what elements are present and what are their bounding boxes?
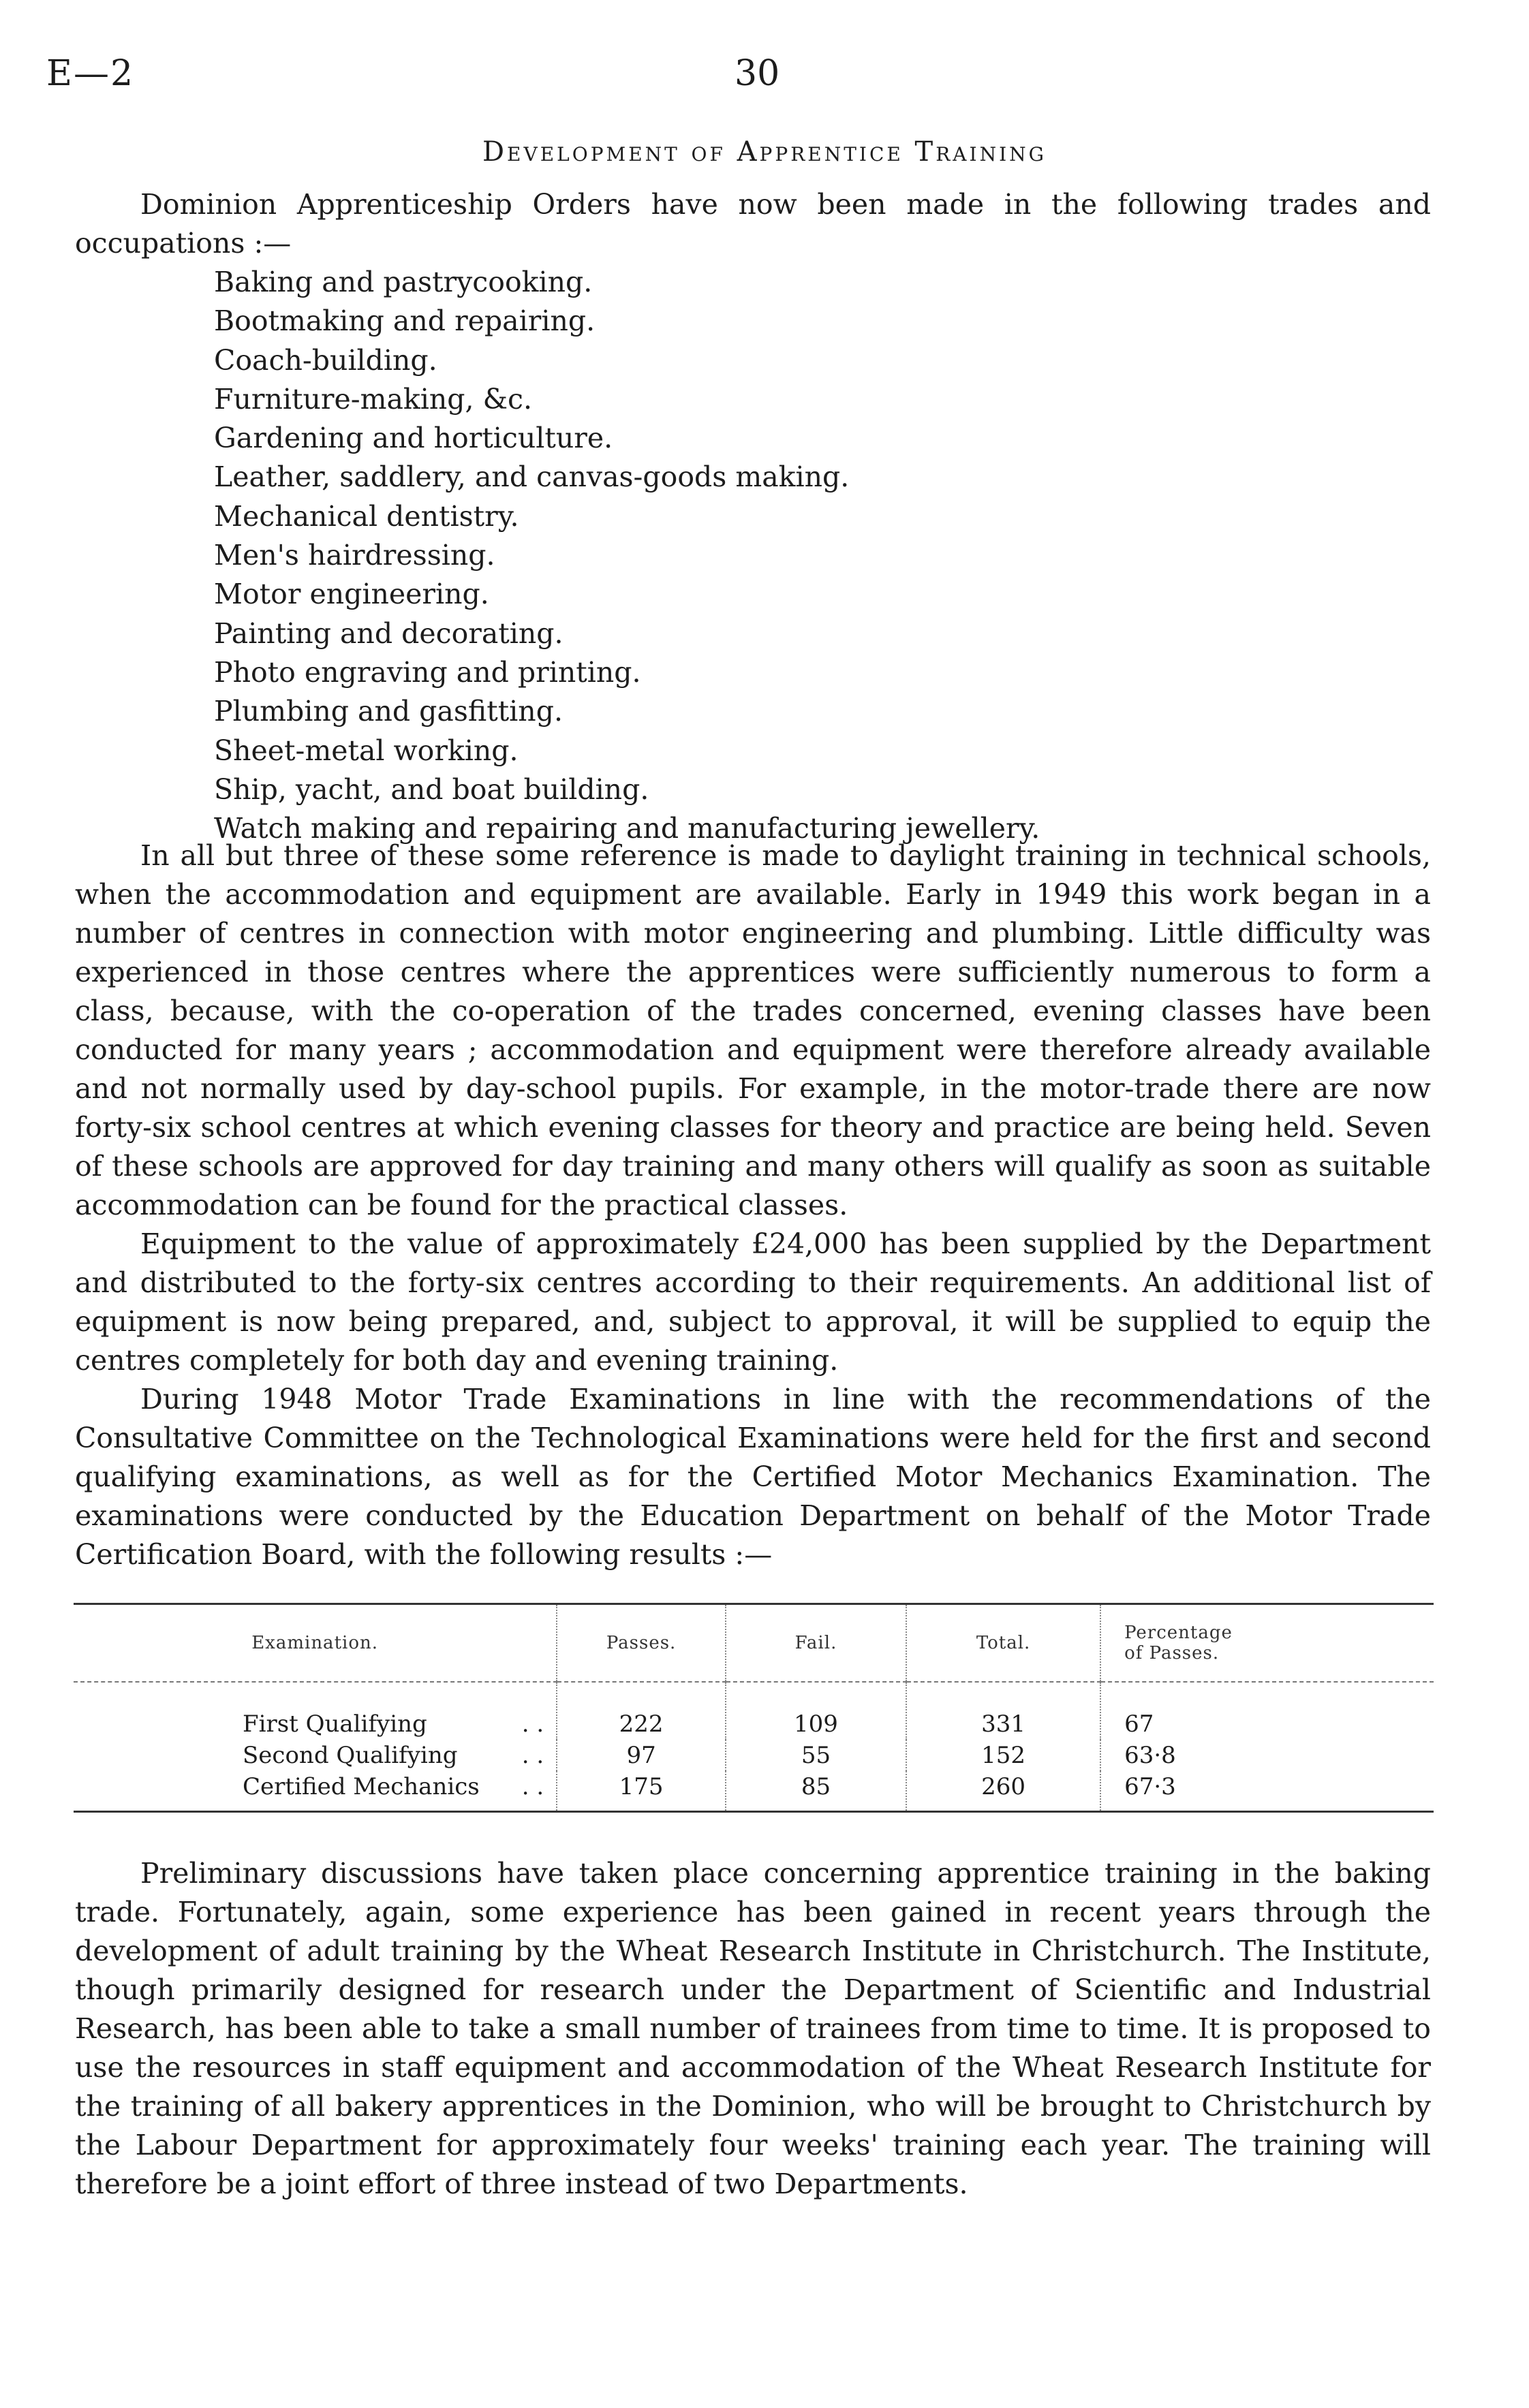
trade-item: Watch making and repairing and manufacturing jewellery.	[214, 812, 1040, 845]
trade-item: Ship, yacht, and boat building.	[214, 772, 649, 806]
header-percentage-line1: Percentage	[1124, 1623, 1233, 1643]
page-number: 30	[735, 53, 780, 94]
trade-item: Mechanical dentistry.	[214, 499, 519, 533]
row-total: 331	[906, 1682, 1100, 1740]
header-fail: Fail.	[726, 1605, 906, 1682]
row-examination	[74, 1771, 557, 1811]
row-examination-name: Certified Mechanics	[243, 1773, 480, 1800]
section-title: Development of Apprentice Training	[482, 136, 1047, 168]
row-total: 260	[906, 1771, 1100, 1811]
row-passes: 222	[557, 1682, 726, 1740]
paragraph-daylight-training: In all but three of these some reference is made to daylight training in technical schools, when the accommodation and equipment are available. Early in 1949 this work began in a number of centres in connection with motor engineering and plumbing. Little difficulty was experienced in those centres where the apprentices were sufficiently numerous to form a class, because, with the co-operation of the trades concerned, evening classes have been conducted for many years ; accommodation and equipment were therefore already available and not normally used by day-school pupils. For example, in the motor-trade there are now forty-six school centres at which evening classes for theory and practice are being held. Seven of these schools are approved for day training and many others will qualify as soon as suitable accommodation can be found for the practical classes.	[75, 839, 1431, 1221]
header-passes: Passes.	[557, 1605, 726, 1682]
row-examination-name: First Qualifying	[243, 1710, 427, 1738]
trade-item: Baking and pastrycooking.	[214, 266, 593, 298]
closing-paragraph-block	[75, 1854, 1431, 2204]
trade-item: Photo engraving and printing.	[214, 655, 641, 689]
table-row	[74, 1682, 1434, 1740]
trade-item: Plumbing and gasfitting.	[214, 695, 563, 728]
intro-paragraph	[75, 185, 1431, 263]
row-examination	[74, 1740, 557, 1771]
row-examination	[74, 1682, 557, 1740]
trade-item: Painting and decorating.	[214, 616, 563, 650]
table-header-row	[74, 1605, 1434, 1682]
paragraph-examinations: During 1948 Motor Trade Examinations in line with the recommendations of the Consultative Committee on the Technological Examinations were held for the first and second qualifying examinations, as well as for the Certified Motor Mechanics Examination. The examinations were conducted by the Education Department on behalf of the Motor Trade Certification Board, with the following results :—	[75, 1383, 1431, 1571]
body-paragraphs	[75, 836, 1431, 1574]
trade-item: Leather, saddlery, and canvas-goods making.	[214, 460, 850, 494]
header-examination: Examination.	[74, 1605, 557, 1682]
trade-item: Motor engineering.	[214, 578, 489, 611]
trade-item: Sheet-metal working.	[214, 734, 519, 767]
results-table-block	[74, 1603, 1434, 1813]
intro-text: Dominion Apprenticeship Orders have now been made in the following trades and occupations :—	[75, 188, 1431, 260]
row-leader: . .	[521, 1773, 544, 1800]
header-percentage-line2: of Passes.	[1124, 1643, 1220, 1663]
header-total: Total.	[906, 1605, 1100, 1682]
table-row	[74, 1771, 1434, 1811]
trade-item: Furniture-making, &c.	[214, 382, 533, 416]
table-row	[74, 1740, 1434, 1771]
row-leader: . .	[521, 1742, 544, 1769]
trades-list	[214, 263, 1040, 848]
row-percentage: 67·3	[1100, 1771, 1434, 1811]
trade-item: Coach-building.	[214, 343, 437, 377]
row-fail: 109	[726, 1682, 906, 1740]
row-passes: 175	[557, 1771, 726, 1811]
row-total: 152	[906, 1740, 1100, 1771]
row-examination-name: Second Qualifying	[243, 1742, 458, 1769]
trade-item: Gardening and horticulture.	[214, 422, 613, 455]
trade-item: Men's hairdressing.	[214, 539, 495, 572]
paragraph-equipment: Equipment to the value of approximately £24,000 has been supplied by the Department and distributed to the forty-six centres according to their requirements. An additional list of equipment is now being prepared, and, subject to approval, it will be supplied to equip the centres completely for both day and evening training.	[75, 1228, 1431, 1377]
row-passes: 97	[557, 1740, 726, 1771]
document-reference: E—2	[46, 53, 135, 94]
row-fail: 85	[726, 1771, 906, 1811]
table-bottom-rule	[74, 1811, 1434, 1813]
row-leader: . .	[521, 1710, 544, 1738]
row-percentage: 63·8	[1100, 1740, 1434, 1771]
header-percentage	[1100, 1605, 1434, 1682]
trade-item: Bootmaking and repairing.	[214, 304, 596, 338]
row-fail: 55	[726, 1740, 906, 1771]
results-table	[74, 1605, 1434, 1811]
paragraph-baking-trade: Preliminary discussions have taken place concerning apprentice training in the baking trade. Fortunately, again, some experience has been gained in recent years through the development of adult training by the Wheat Research Institute in Christchurch. The Institute, though primarily designed for research under the Department of Scientific and Industrial Research, has been able to take a small number of trainees from time to time. It is proposed to use the resources in staff equipment and accommodation of the Wheat Research Institute for the training of all bakery apprentices in the Dominion, who will be brought to Christchurch by the Labour Department for approximately four weeks' training each year. The training will therefore be a joint effort of three instead of two Departments.	[75, 1857, 1431, 2200]
row-percentage: 67	[1100, 1682, 1434, 1740]
